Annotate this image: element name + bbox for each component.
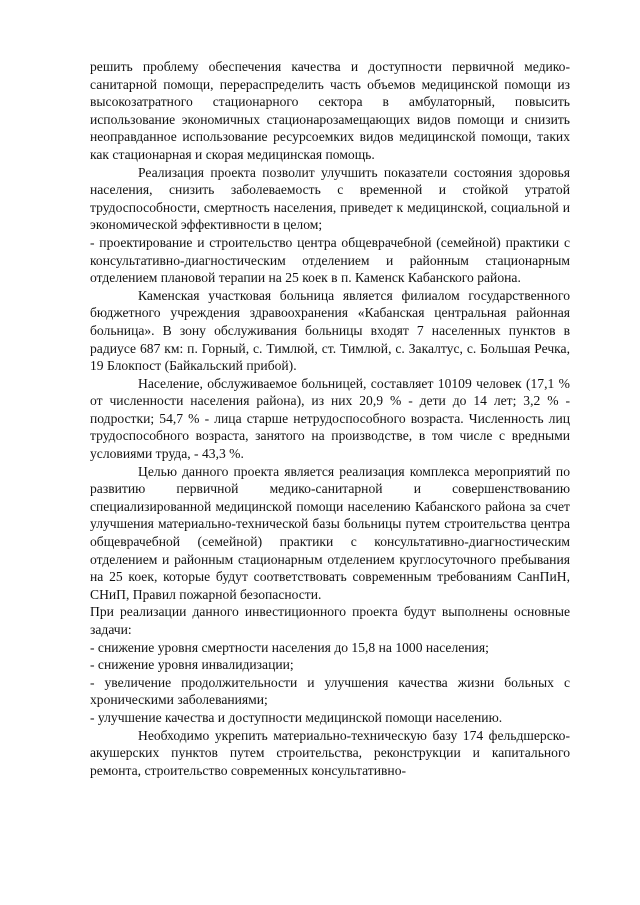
list-item-3: - увеличение продолжительности и улучшения качества жизни больных с хроническими заболеваниями; xyxy=(90,674,570,708)
list-item-2: - снижение уровня инвалидизации; xyxy=(90,657,294,673)
paragraph-4: Каменская участковая больница является филиалом государственного бюджетного учреждения здравоохранения «Кабанская центральная районная больница». В зону обслуживания больницы входят 7 населенных пунктов в радиусе 687 км: п. Горный, с. Тимлюй, ст. Тимлюй, с. Закалтус, с. Большая Речка, 19 Блокпост (Байкальский прибой). xyxy=(90,287,570,374)
paragraph-7: При реализации данного инвестиционного проекта будут выполнены основные задачи: xyxy=(90,604,570,637)
paragraph-5: Население, обслуживаемое больницей, составляет 10109 человек (17,1 % от численности населения района), из них 20,9 % - дети до 14 лет; 3,2 % - подростки; 54,7 % - лица старше нетрудоспособного возраста. Численность лиц трудоспособного возраста, занятого на производстве, в том числе с вредными условиями труда, - 43,3 %. xyxy=(90,375,570,462)
document-page xyxy=(90,58,570,779)
paragraph-1: решить проблему обеспечения качества и доступности первичной медико-санитарной помощи, перераспределить часть объемов медицинской помощи из высокозатратного стационарного сектора в амбулаторный, повысить использование экономичных стационарозамещающих видов помощи и снизить неоправданное использование ресурсоемких видов медицинской помощи, таких как стационарная и скорая медицинская помощь. xyxy=(90,59,570,162)
paragraph-2: Реализация проекта позволит улучшить показатели состояния здоровья населения, снизить заболеваемость с временной и стойкой утратой трудоспособности, смертность населения, приведет к медицинской, социальной и экономической эффективности в целом; xyxy=(90,164,570,233)
list-item-1: - снижение уровня смертности населения до 15,8 на 1000 населения; xyxy=(90,639,489,655)
paragraph-8: Необходимо укрепить материально-техническую базу 174 фельдшерско-акушерских пунктов путем строительства, реконструкции и капитального ремонта, строительство современных консультативно- xyxy=(90,727,570,778)
paragraph-6: Целью данного проекта является реализация комплекса мероприятий по развитию первичной медико-санитарной и совершенствованию специализированной медицинской помощи населению Кабанского района за счет улучшения материально-технической базы больницы путем строительства центра общеврачебной (семейной) практики с консультативно-диагностическим отделением и районным стационарным отделением круглосуточного пребывания на 25 коек, которые будут соответствовать современным требованиям СанПиН, СНиП, Правил пожарной безопасности. xyxy=(90,463,570,602)
paragraph-3: - проектирование и строительство центра общеврачебной (семейной) практики с консультативно-диагностическим отделением и районным стационарным отделением плановой терапии на 25 коек в п. Каменск Кабанского района. xyxy=(90,234,570,286)
list-item-4: - улучшение качества и доступности медицинской помощи населению. xyxy=(90,709,503,725)
